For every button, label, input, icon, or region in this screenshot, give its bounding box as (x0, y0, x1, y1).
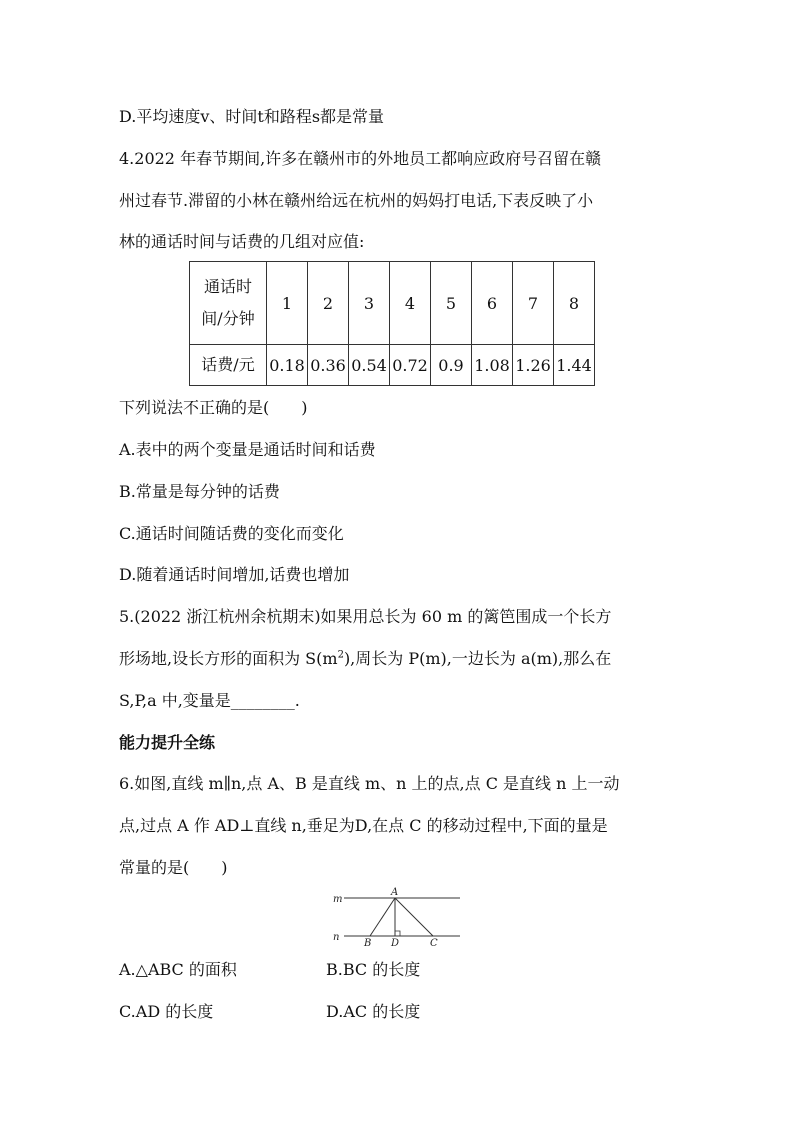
table-cell: 1.44 (554, 345, 595, 386)
q4-option-b: B.常量是每分钟的话费 (119, 482, 280, 501)
q5-stem-line2 (119, 649, 611, 669)
q4-option-d: D.随着通话时间增加,话费也增加 (119, 565, 350, 584)
q5-stem-line3: S,P,a 中,变量是________. (119, 691, 300, 710)
table-cell: 0.54 (349, 345, 390, 386)
call-fee-table (189, 261, 595, 386)
geometry-figure (330, 884, 465, 946)
table-cell: 8 (554, 262, 595, 345)
q6-stem-line3: 常量的是( ) (119, 858, 228, 877)
q6-stem-line2: 点,过点 A 作 AD⊥直线 n,垂足为D,在点 C 的移动过程中,下面的量是 (119, 816, 608, 835)
label-m: m (333, 894, 343, 905)
segment-ac (395, 898, 433, 936)
section-heading: 能力提升全练 (119, 733, 216, 752)
table-header-time (190, 262, 267, 345)
label-c: C (430, 938, 438, 946)
table-cell: 3 (349, 262, 390, 345)
q5-line2-pre: 形场地,设长方形的面积为 S(m (119, 649, 338, 668)
table-cell: 0.36 (308, 345, 349, 386)
label-n: n (333, 932, 340, 943)
table-cell: 5 (431, 262, 472, 345)
table-cell: 0.72 (390, 345, 431, 386)
table-cell: 1 (267, 262, 308, 345)
label-d: D (391, 938, 400, 946)
q4-prompt: 下列说法不正确的是( ) (119, 398, 308, 417)
q5-stem-line1: 5.(2022 浙江杭州余杭期末)如果用总长为 60 m 的篱笆围成一个长方 (119, 607, 612, 626)
q6-option-b: B.BC 的长度 (326, 960, 421, 979)
label-a: A (391, 887, 399, 898)
q6-stem-line1: 6.如图,直线 m∥n,点 A、B 是直线 m、n 上的点,点 C 是直线 n 上一动 (119, 774, 620, 793)
table-row (190, 262, 595, 345)
q6-option-a: A.△ABC 的面积 (119, 960, 237, 979)
q6-option-c: C.AD 的长度 (119, 1002, 214, 1021)
table-cell: 1.26 (513, 345, 554, 386)
label-b: B (364, 938, 372, 946)
q4-stem-line2: 州过春节.滞留的小林在赣州给远在杭州的妈妈打电话,下表反映了小 (119, 191, 594, 210)
q3-option-d: D.平均速度v、时间t和路程s都是常量 (119, 107, 385, 126)
q5-line2-post: ),周长为 P(m),一边长为 a(m),那么在 (343, 649, 612, 668)
table-cell: 0.9 (431, 345, 472, 386)
header-time-line2: 间/分钟 (201, 309, 255, 328)
right-angle-mark (395, 931, 400, 936)
q4-option-c: C.通话时间随话费的变化而变化 (119, 524, 344, 543)
segment-ab (370, 898, 395, 936)
table-cell: 1.08 (472, 345, 513, 386)
q4-option-a: A.表中的两个变量是通话时间和话费 (119, 440, 376, 459)
q5-superscript: 2 (337, 649, 344, 661)
q6-option-d: D.AC 的长度 (326, 1002, 421, 1021)
q4-stem-line1: 4.2022 年春节期间,许多在赣州市的外地员工都响应政府号召留在赣 (119, 149, 602, 168)
table-header-fee: 话费/元 (190, 345, 267, 386)
table-cell: 0.18 (267, 345, 308, 386)
table-cell: 2 (308, 262, 349, 345)
table-cell: 6 (472, 262, 513, 345)
table-cell: 7 (513, 262, 554, 345)
table-cell: 4 (390, 262, 431, 345)
header-time-line1: 通话时 (203, 277, 252, 296)
q4-stem-line3: 林的通话时间与话费的几组对应值: (119, 232, 365, 251)
table-row (190, 345, 595, 386)
